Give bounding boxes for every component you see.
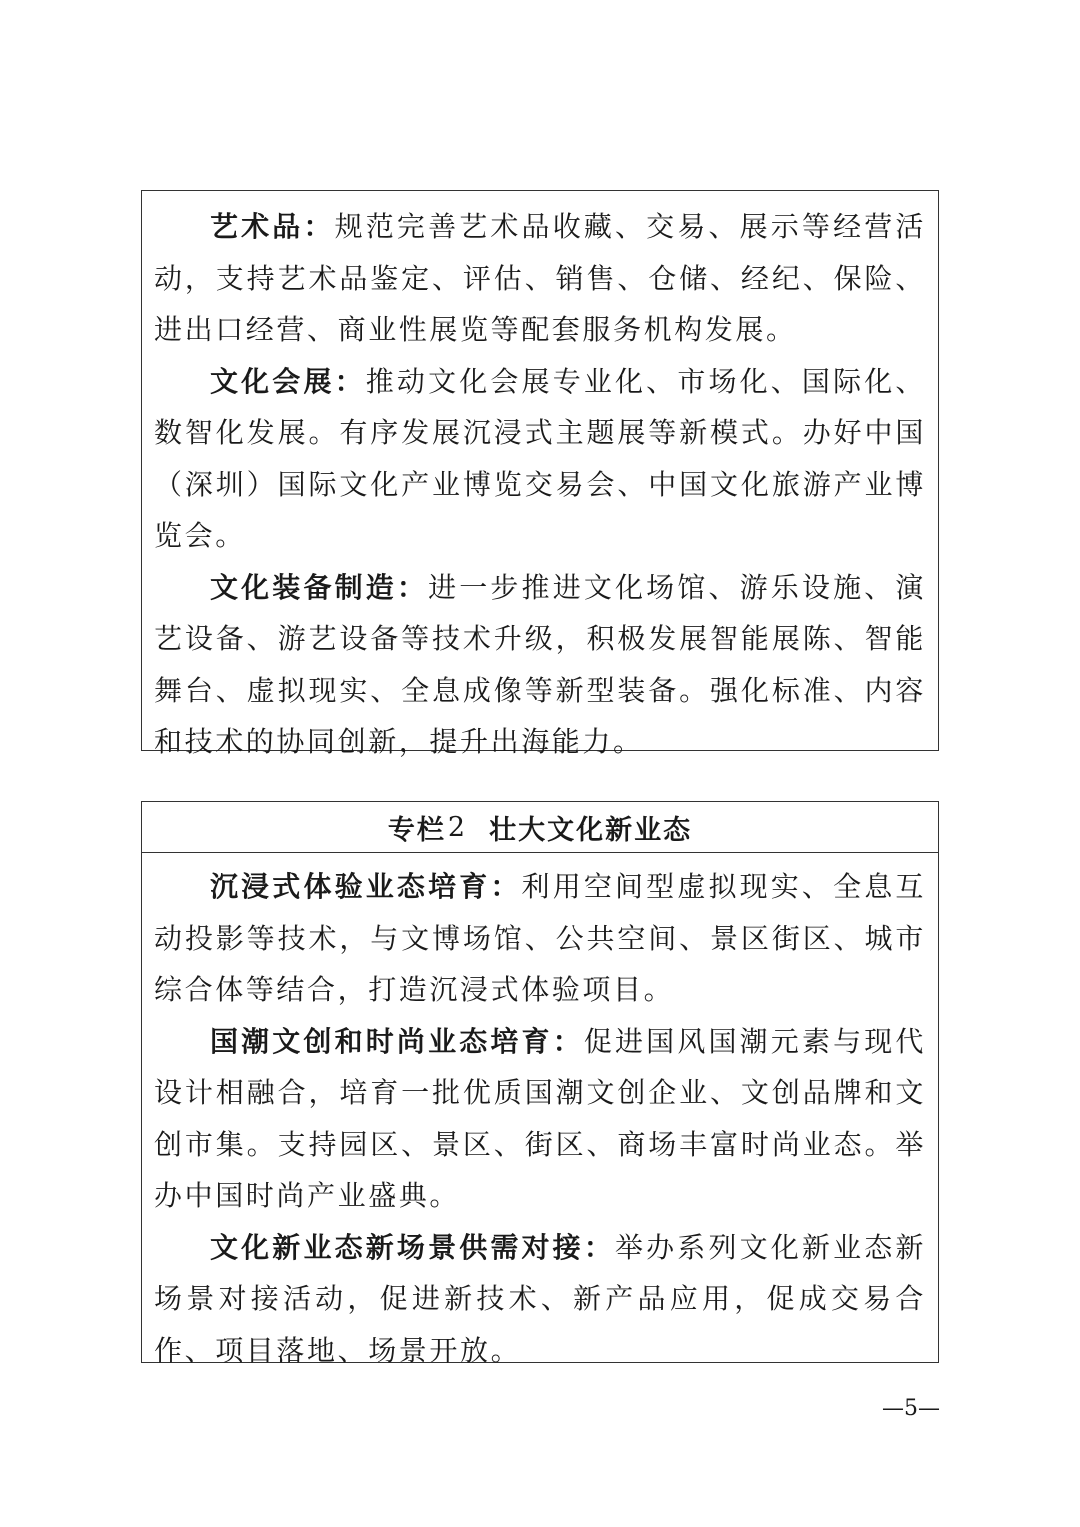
paragraph-lead: 沉浸式体验业态培育： — [210, 870, 522, 903]
paragraph-lead: 文化装备制造： — [210, 570, 429, 604]
column-box-2 — [141, 801, 939, 1367]
paragraph-lead: 文化新业态新场景供需对接： — [210, 1230, 615, 1264]
paragraph-exhibition — [154, 356, 926, 562]
paragraph-text: 利用空间型虚拟现实、全息互动投影等技术，与文博场馆、公共空间、景区街区、城市综合体等结合，打造沉浸式体验项目。 — [154, 870, 926, 1006]
column-box-continued — [141, 190, 939, 758]
paragraph-lead: 文化会展： — [210, 364, 366, 398]
paragraph-text: 推动文化会展专业化、市场化、国际化、数智化发展。有序发展沉浸式主题展等新模式。办好中国（深圳）国际文化产业博览交易会、中国文化旅游产业博览会。 — [154, 364, 926, 552]
paragraph-guochao — [154, 1016, 926, 1222]
paragraph-lead: 艺术品： — [210, 210, 335, 243]
paragraph-equipment — [154, 562, 926, 768]
page-number: —5— — [882, 1396, 940, 1421]
column-header-number: 2 — [447, 811, 468, 843]
column-header-title: 壮大文化新业态 — [489, 814, 693, 846]
paragraph-matching — [154, 1222, 926, 1377]
paragraph-text: 进一步推进文化场馆、游乐设施、演艺设备、游艺设备等技术升级，积极发展智能展陈、智能舞台、虚拟现实、全息成像等新型装备。强化标准、内容和技术的协同创新，提升出海能力。 — [154, 570, 927, 758]
paragraph-immersive — [154, 861, 926, 1016]
column-body — [142, 853, 938, 1376]
paragraph-text: 规范完善艺术品收藏、交易、展示等经营活动，支持艺术品鉴定、评估、销售、仓储、经纪、保险、进出口经营、商业性展览等配套服务机构发展。 — [154, 210, 926, 346]
paragraph-text: 促进国风国潮元素与现代设计相融合，培育一批优质国潮文创企业、文创品牌和文创市集。支持园区、景区、街区、商场丰富时尚业态。举办中国时尚产业盛典。 — [154, 1024, 927, 1212]
column-header-prefix: 专栏 — [387, 814, 446, 846]
paragraph-artwork — [154, 201, 926, 356]
paragraph-lead: 国潮文创和时尚业态培育： — [210, 1024, 584, 1058]
column-header — [142, 802, 938, 853]
paragraph-text: 举办系列文化新业态新场景对接活动，促进新技术、新产品应用，促成交易合作、项目落地、场景开放。 — [154, 1230, 926, 1367]
